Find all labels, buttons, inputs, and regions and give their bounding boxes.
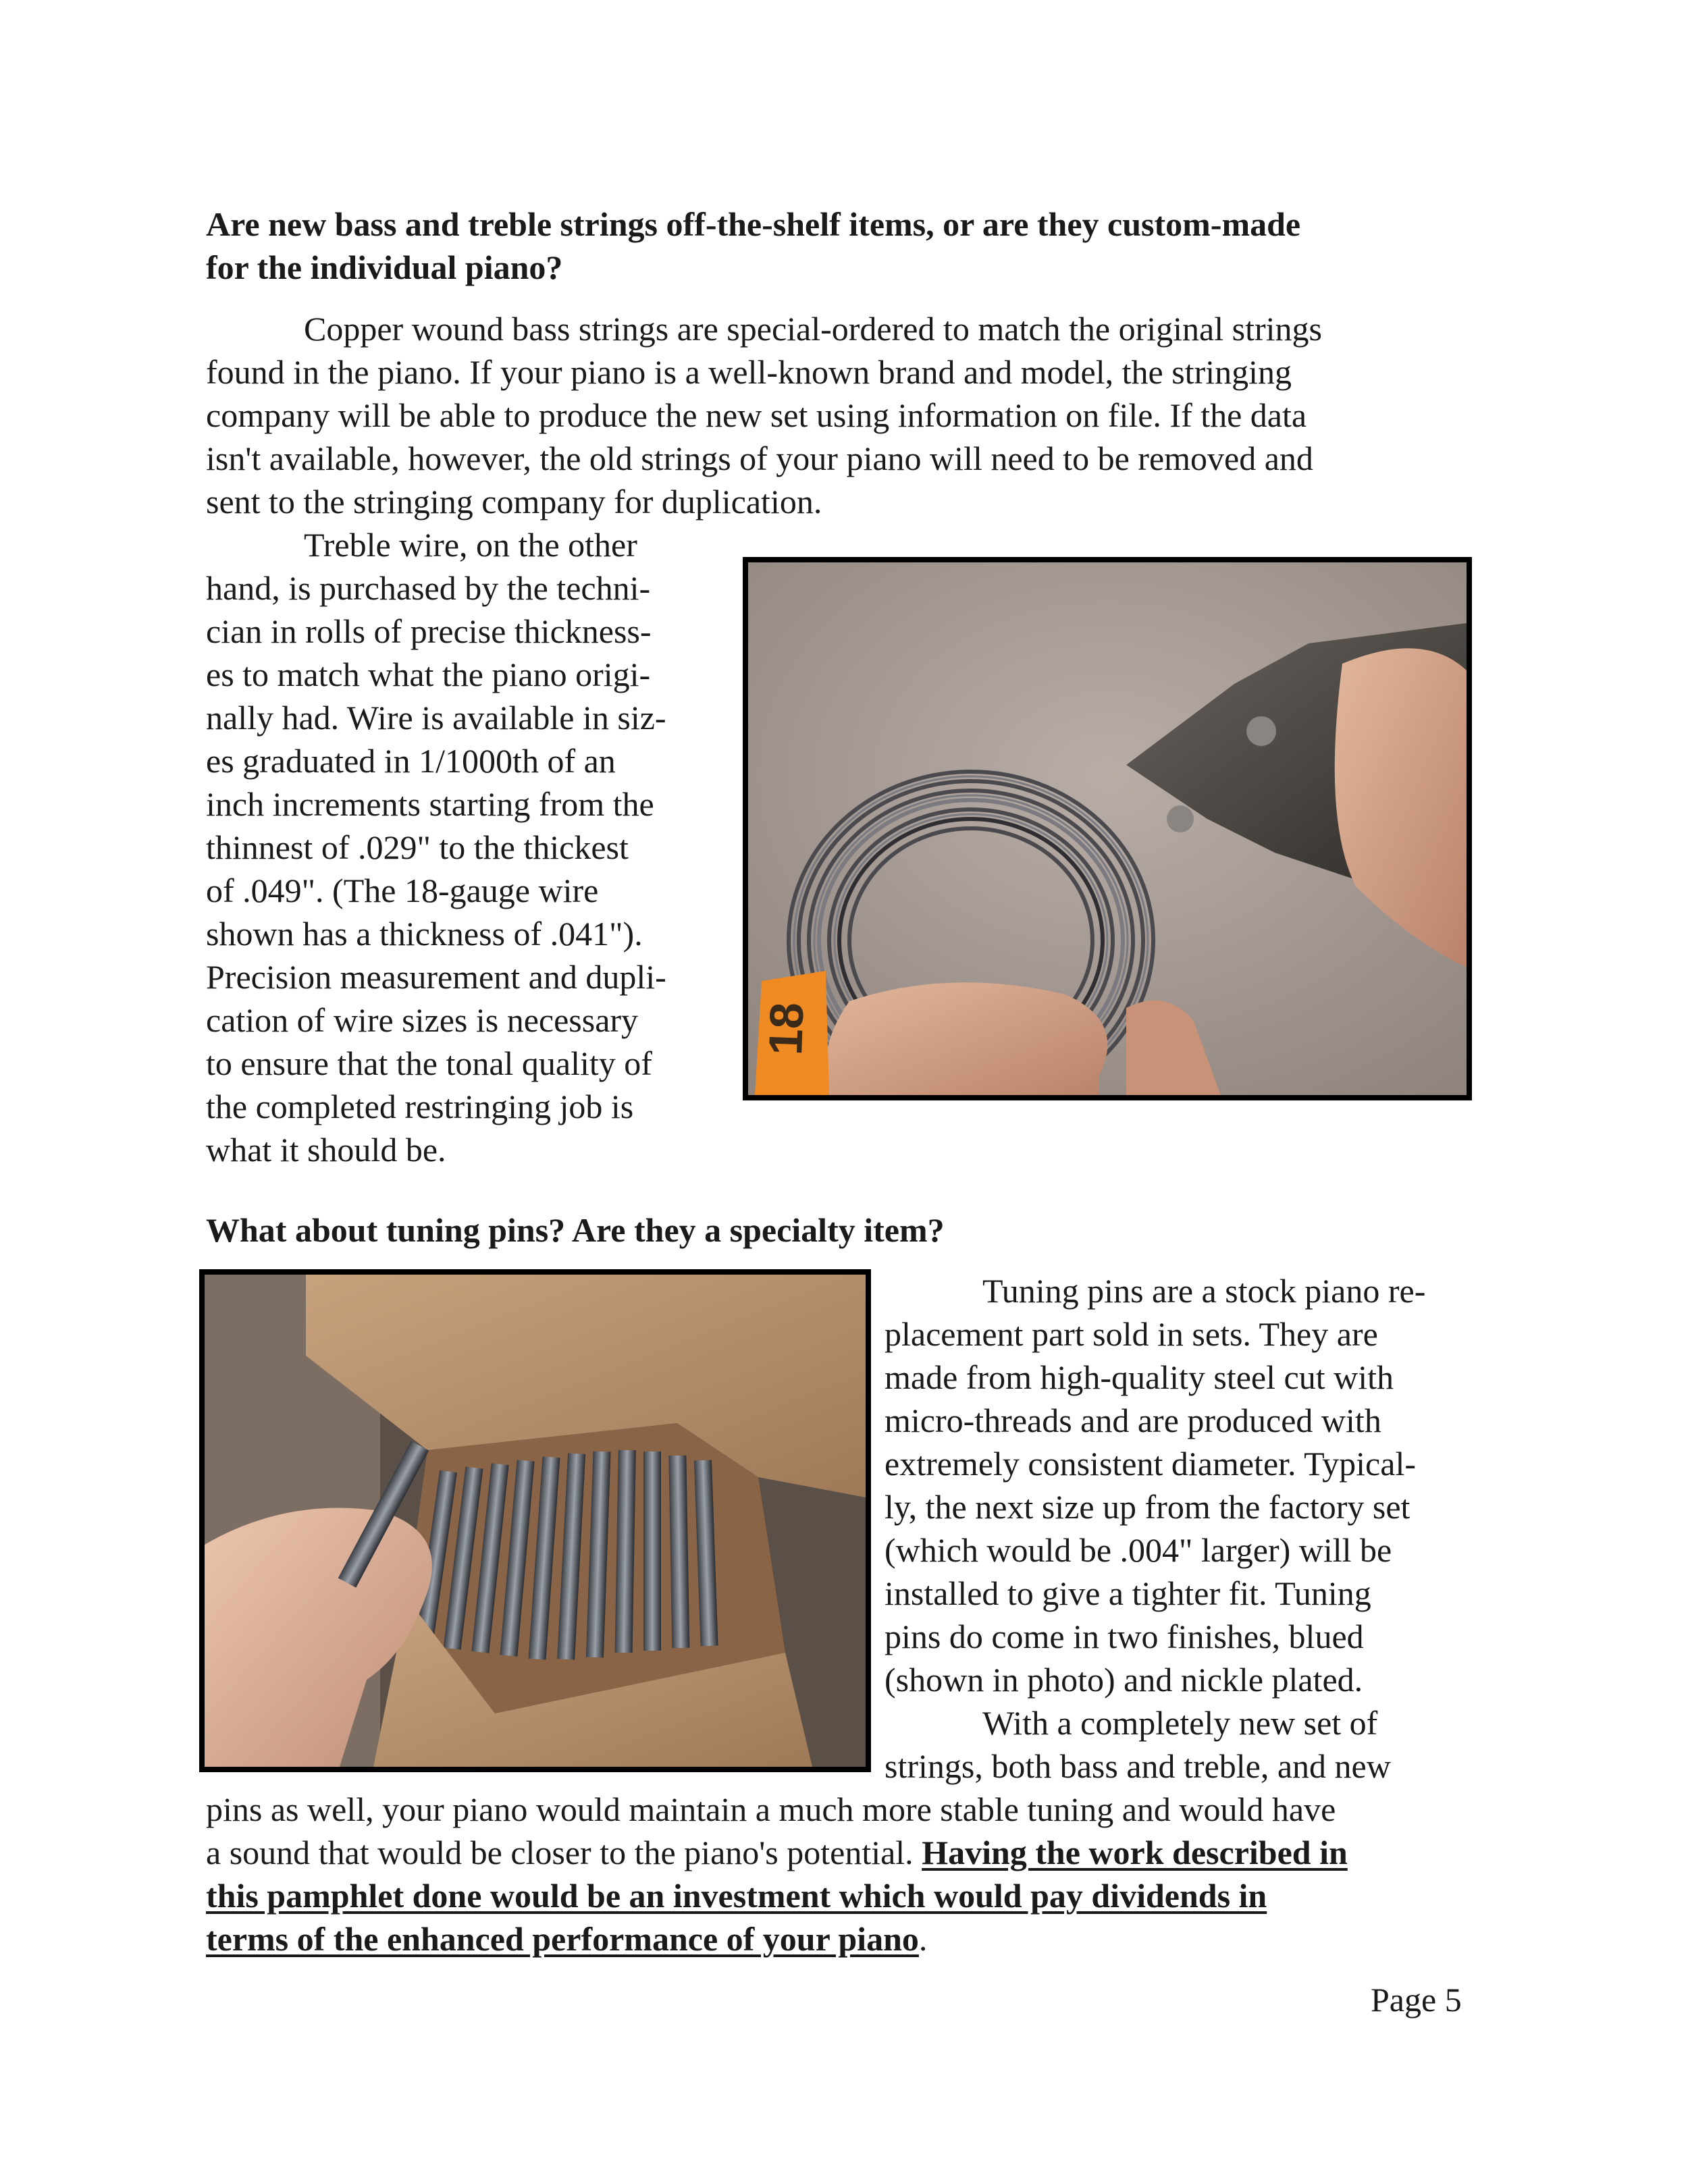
heading-tuning-pins: What about tuning pins? Are they a specialty item? [206, 1211, 945, 1249]
text-line: micro-threads and are produced with [885, 1402, 1381, 1439]
final-period: . [918, 1920, 928, 1958]
text-line: es to match what the piano origi- [206, 656, 651, 693]
page-number: Page 5 [1371, 1981, 1462, 2019]
text-line: what it should be. [206, 1131, 446, 1169]
text-line: With a completely new set of [982, 1704, 1378, 1742]
text-line: hand, is purchased by the techni- [206, 569, 651, 607]
text-line: isn't available, however, the old strings of your piano will need to be removed and [206, 440, 1313, 477]
text-line [206, 1917, 927, 1961]
text-line: pins as well, your piano would maintain a much more stable tuning and would have [206, 1790, 1336, 1828]
heading-strings-line1: Are new bass and treble strings off-the-shelf items, or are they custom-made [206, 205, 1301, 243]
text-line: shown has a thickness of .041"). [206, 915, 643, 953]
text-line: found in the piano. If your piano is a well-known brand and model, the stringing [206, 353, 1292, 391]
text-line: installed to give a tighter fit. Tuning [885, 1574, 1371, 1612]
text-line: Treble wire, on the other [304, 526, 637, 564]
emphasis-text: terms of the enhanced performance of your piano [206, 1920, 919, 1958]
text-line: cian in rolls of precise thickness- [206, 612, 652, 650]
emphasis-text: Having the work described in [922, 1834, 1348, 1871]
text-line: cation of wire sizes is necessary [206, 1001, 639, 1039]
heading-strings [206, 203, 1300, 289]
text-line: (shown in photo) and nickle plated. [885, 1661, 1363, 1699]
text-line: thinnest of .029" to the thickest [206, 828, 629, 866]
text-line: inch increments starting from the [206, 785, 654, 823]
text-line: ly, the next size up from the factory set [885, 1488, 1410, 1526]
text-line: of .049". (The 18-gauge wire [206, 872, 599, 909]
text-line: Copper wound bass strings are special-ordered to match the original strings [304, 310, 1322, 348]
photo-treble-wire-coil [743, 557, 1472, 1100]
photo-tuning-pins-box [199, 1269, 871, 1772]
text-line: pins do come in two finishes, blued [885, 1618, 1364, 1655]
text-line: placement part sold in sets. They are [885, 1315, 1378, 1353]
text-line: es graduated in 1/1000th of an [206, 742, 616, 780]
heading-strings-line2: for the individual piano? [206, 248, 563, 286]
text-line [206, 1831, 1348, 1874]
text-line: made from high-quality steel cut with [885, 1358, 1394, 1396]
text-line: to ensure that the tonal quality of [206, 1044, 652, 1082]
text-line: company will be able to produce the new set using information on file. If the data [206, 396, 1307, 434]
text-line: (which would be .004" larger) will be [885, 1531, 1392, 1569]
text-line: the completed restringing job is [206, 1088, 634, 1125]
photo-tag-label: 18 [758, 1001, 814, 1057]
text-line: nally had. Wire is available in siz- [206, 699, 666, 737]
text-line: extremely consistent diameter. Typical- [885, 1445, 1416, 1483]
emphasis-text: this pamphlet done would be an investment which would pay dividends in [206, 1877, 1267, 1915]
text-line: strings, both bass and treble, and new [885, 1747, 1391, 1785]
text-line: Precision measurement and dupli- [206, 958, 666, 996]
text-line: Tuning pins are a stock piano re- [982, 1272, 1426, 1310]
text-plain: a sound that would be closer to the piano's potential. [206, 1834, 922, 1871]
text-line: sent to the stringing company for duplication. [206, 483, 822, 521]
